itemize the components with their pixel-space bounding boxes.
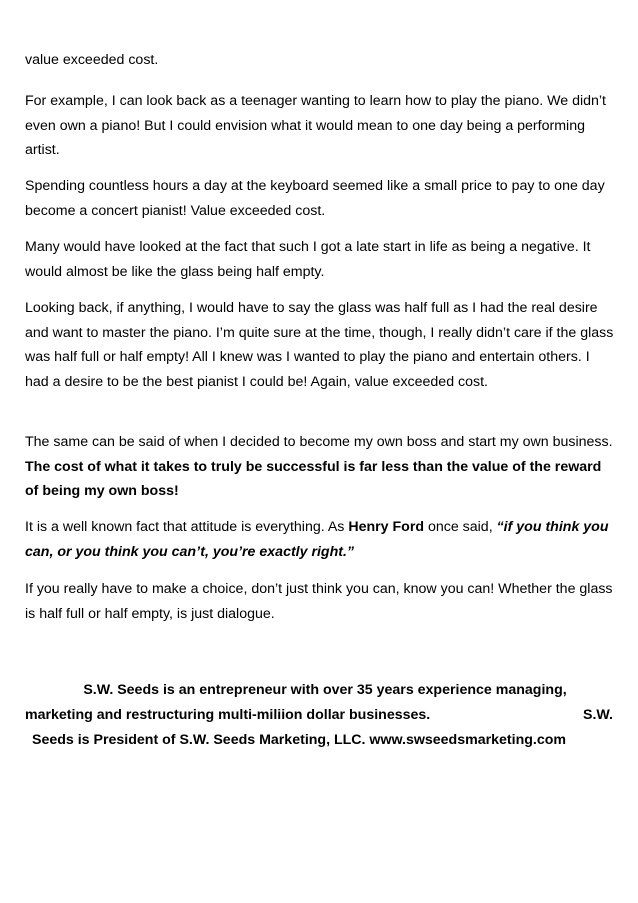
henry-ford-quote: “if you think you can, or you think you can’t, you’re exactly right.” [25,519,609,560]
paragraph-own-boss [25,430,615,504]
once-said-text: once said, [424,519,497,535]
author-bio-line-1: S.W. Seeds is an entrepreneur with over 35 years experience managing, [83,682,567,698]
paragraph-value-exceeded-cost: value exceeded cost. [25,52,159,68]
author-bio [25,678,615,753]
paragraph-henry-ford-quote [25,515,615,564]
author-bio-line-3: Seeds is President of S.W. Seeds Marketing, LLC. www.swseedsmarketing.com [32,732,567,748]
author-bio-line-2 [25,703,615,728]
own-boss-text: The same can be said of when I decided to become my own boss and start my own business. [25,434,613,450]
henry-ford-name: Henry Ford [348,519,425,535]
attitude-text: It is a well known fact that attitude is everything. As [25,519,349,535]
paragraph-glass-half-full: Looking back, if anything, I would have to say the glass was half full as I had the real desire and want to master the piano. I’m quite sure at the time, though, I really didn’t care if the glass was half full or half empty! All I knew was I wanted to play the piano and entertain others. I had a desire to be the best pianist I could be! Again, value exceeded cost. [25,300,614,390]
paragraph-late-start: Many would have looked at the fact that such I got a late start in life as being a negative. It would almost be like the glass being half empty. [25,239,591,280]
paragraph-piano-teenager: For example, I can look back as a teenager wanting to learn how to play the piano. We didn’t even own a piano! But I could envision what it would mean to one day being a performing artist. [25,93,606,158]
author-bio-line-2-right: S.W. [583,707,613,723]
paragraph-practice-hours: Spending countless hours a day at the keyboard seemed like a small price to pay to one day become a concert pianist! Value exceeded cost. [25,178,605,219]
paragraph-make-a-choice: If you really have to make a choice, don’t just think you can, know you can! Whether the glass is half full or half empty, is just dialogue. [25,581,613,622]
own-boss-bold-text: The cost of what it takes to truly be successful is far less than the value of the reward of being my own boss! [25,458,602,499]
author-bio-line-2-left: marketing and restructuring multi-miliion dollar businesses. [25,707,431,723]
